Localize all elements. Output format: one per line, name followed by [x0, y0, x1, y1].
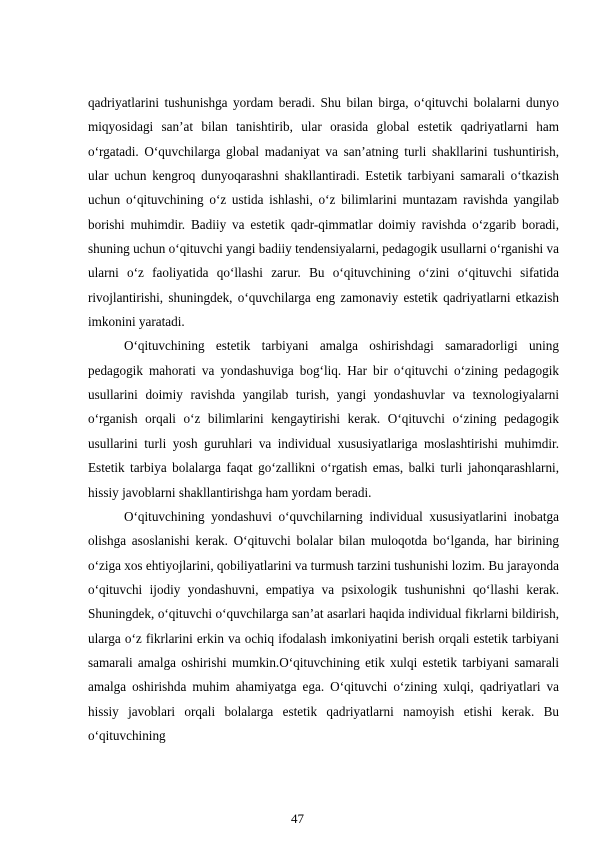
page-number: 47: [291, 811, 304, 826]
paragraph-continuation: qadriyatlarini tushunishga yordam beradi. Shu bilan birga, o‘qituvchi bolalarni dunyo miqyosidagi san’at bilan tanishtirib, ular orasida global estetik qadriyatlarni ham o‘rgatadi. O‘quvchilarga global madaniyat va san’atning turli shakllarini tushuntirish, ular uchun kengroq dunyoqarashni shakllantiradi. Estetik tarbiyani samarali o‘tkazish uchun o‘qituvchining o‘z ustida ishlashi, o‘z bilimlarini muntazam ravishda yangilab borishi muhimdir. Badiiy va estetik qadr-qimmatlar doimiy ravishda o‘zgarib boradi, shuning uchun o‘qituvchi yangi badiiy tendensiyalarni, pedagogik usullarni o‘rganishi va ularni o‘z faoliyatida qo‘llashi zarur. Bu o‘qituvchining o‘zini o‘qituvchi sifatida rivojlantirishi, shuningdek, o‘quvchilarga eng zamonaviy estetik qadriyatlarni etkazish imkonini yaratadi.: [88, 95, 559, 330]
paragraph-teacher-approach: O‘qituvchining yondashuvi o‘quvchilarning individual xususiyatlarini inobatga olishga asoslanishi kerak. O‘qituvchi bolalar bilan muloqotda bo‘lganda, har birining o‘ziga xos ehtiyojlarini, qobiliyatlarini va turmush tarzini tushunishi lozim. Bu jarayonda o‘qituvchi ijodiy yondashuvni, empatiya va psixologik tushunishni qo‘llashi kerak. Shuningdek, o‘qituvchi o‘quvchilarga san’at asarlari haqida individual fikrlarni bildirish, ularga o‘z fikrlarini erkin va ochiq ifodalash imkoniyatini berish orqali estetik tarbiyani samarali amalga oshirishi mumkin.O‘qituvchining etik xulqi estetik tarbiyani samarali amalga oshirishda muhim ahamiyatga ega. O‘qituvchi o‘zining xulqi, qadriyatlari va hissiy javoblari orqali bolalarga estetik qadriyatlarni namoyish etishi kerak. Bu o‘qituvchining: [88, 508, 559, 743]
page-body: [88, 91, 559, 748]
paragraph-teacher-effectiveness: O‘qituvchining estetik tarbiyani amalga oshirishdagi samaradorligi uning pedagogik mahorati va yondashuviga bog‘liq. Har bir o‘qituvchi o‘zining pedagogik usullarini doimiy ravishda yangilab turish, yangi yondashuvlar va texnologiyalarni o‘rganish orqali o‘z bilimlarini kengaytirishi kerak. O‘qituvchi o‘zining pedagogik usullarini turli yosh guruhlari va individual xususiyatlariga moslashtirishi muhimdir. Estetik tarbiya bolalarga faqat go‘zallikni o‘rgatish emas, balki turli jahonqarashlarni, hissiy javoblarni shakllantirishga ham yordam beradi.: [88, 338, 559, 500]
